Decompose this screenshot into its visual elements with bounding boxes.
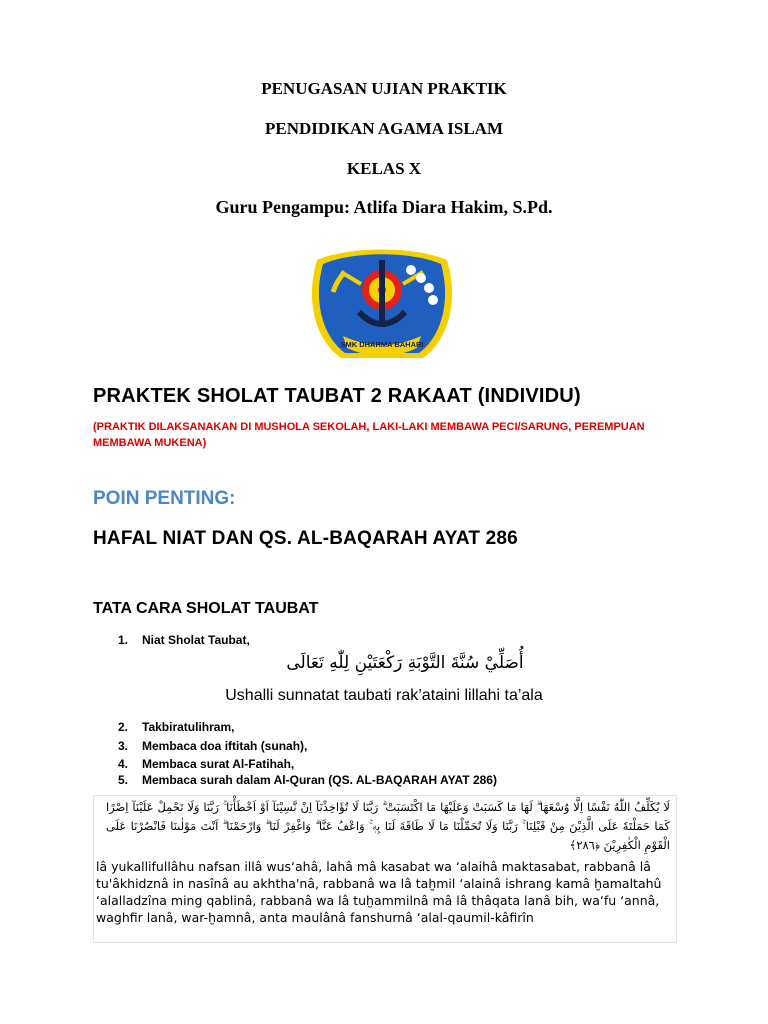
notice-text: (PRAKTIK DILAKSANAKAN DI MUSHOLA SEKOLAH, LAKI-LAKI MEMBAWA PECI/SARUNG, PEREMPUAN MEMBAWA MUKENA) bbox=[93, 421, 645, 449]
list-number: 1. bbox=[118, 633, 129, 647]
ayat-arabic: لَا يُكَلِّفُ اللّٰهُ نَفْسًا اِلَّا وُسْعَهَا ۗ لَهَا مَا كَسَبَتْ وَعَلَيْهَا مَا اكْتَسَبَتْ ۗ رَبَّنَا لَا تُؤَاخِذْنَآ اِنْ نَّسِيْنَآ اَوْ اَخْطَأْنَا ۚ رَبَّنَا وَلَا تَحْمِلْ عَلَيْنَآ اِصْرًا كَمَا حَمَلْتَهٗ عَلَى الَّذِيْنَ مِنْ قَبْلِنَا ۚ رَبَّنَا وَلَا تُحَمِّلْنَا مَا لَا طَاقَةَ لَنَا بِهٖ ۚ وَاعْفُ عَنَّا ۗ وَاغْفِرْ لَنَا ۗ وَارْحَمْنَا ۗ اَنْتَ مَوْلٰىنَا فَانْصُرْنَا عَلَى الْقَوْمِ الْكٰفِرِيْنَ ﴿٢٨٦﴾ bbox=[106, 800, 670, 852]
doc-title-line-3: KELAS X bbox=[346, 159, 422, 178]
poin-heading: POIN PENTING: bbox=[93, 488, 236, 509]
logo-text: SMK DHARMA BAHARI bbox=[340, 340, 424, 349]
doc-title-line-2: PENDIDIKAN AGAMA ISLAM bbox=[264, 119, 504, 138]
list-number: 3. bbox=[118, 739, 129, 753]
doc-title-line-1: PENUGASAN UJIAN PRAKTIK bbox=[261, 79, 507, 98]
list-item bbox=[118, 773, 497, 787]
niat-arabic: أُصَلِّيْ سُنَّةَ التَّوْبَةِ رَكْعَتَيْنِ لِلّٰهِ تَعَالَى bbox=[286, 653, 524, 673]
list-text: Takbiratulihram, bbox=[142, 720, 235, 734]
list-number: 4. bbox=[118, 757, 129, 771]
ayat-latin: lâ yukallifullâhu nafsan illâ wus‘ahâ, lahâ mâ kasabat wa ‘alaihâ maktasabat, rabbanâ lâ tu'âkhidznâ in nasînâ au akhtha'nâ, rabbanâ wa lâ taḫmil ‘alainâ ishrang kamâ ḫamaltahû ‘alalladzîna ming qablinâ, rabbanâ wa lâ tuḫammilnâ mâ lâ thâqata lanâ bih, wa‘fu ‘annâ, waghfir lanâ, war-ḫamnâ, anta maulânâ fanshurnâ ‘alal-qaumil-kâfirîn bbox=[96, 859, 662, 925]
list-item bbox=[118, 720, 234, 734]
list-text: Membaca surat Al-Fatihah, bbox=[142, 757, 295, 771]
school-logo bbox=[299, 240, 465, 368]
list-text: Niat Sholat Taubat, bbox=[142, 633, 250, 647]
niat-latin: Ushalli sunnatat taubati rak’ataini lillahi ta’ala bbox=[225, 687, 543, 704]
list-text: Membaca doa iftitah (sunah), bbox=[142, 739, 308, 753]
list-number: 5. bbox=[118, 773, 129, 787]
list-number: 2. bbox=[118, 720, 129, 734]
hafal-heading: HAFAL NIAT DAN QS. AL-BAQARAH AYAT 286 bbox=[93, 528, 518, 549]
list-text: Membaca surah dalam Al-Quran (QS. AL-BAQARAH AYAT 286) bbox=[142, 773, 497, 787]
list-item bbox=[118, 739, 307, 753]
tata-cara-heading: TATA CARA SHOLAT TAUBAT bbox=[93, 600, 319, 617]
section-heading: PRAKTEK SHOLAT TAUBAT 2 RAKAAT (INDIVIDU) bbox=[93, 385, 581, 407]
list-item bbox=[118, 757, 294, 771]
ayat-box bbox=[93, 795, 677, 943]
teacher-line: Guru Pengampu: Atlifa Diara Hakim, S.Pd. bbox=[215, 197, 553, 217]
list-item bbox=[118, 633, 250, 647]
